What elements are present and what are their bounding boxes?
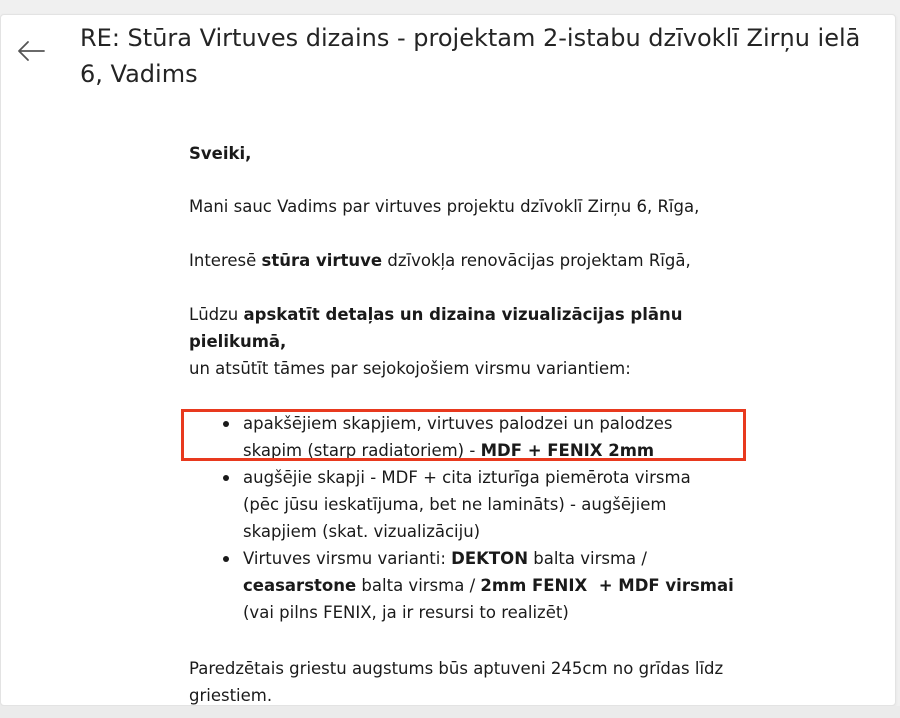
- list-item-continued: skapjiem (skat. vizualizāciju): [243, 522, 481, 541]
- closing-line-1: Paredzētais griestu augstums būs aptuveni 245cm no grīdas līdz: [189, 659, 724, 678]
- request-line-3: un atsūtīt tāmes par sejokojošiem virsmu variantiem:: [189, 359, 631, 378]
- greeting: Sveiki,: [189, 144, 252, 163]
- arrow-left-icon: [16, 40, 46, 62]
- list-item-continued: skapim (starp radiatoriem) - MDF + FENIX 2mm: [243, 441, 655, 460]
- intro-line: Mani sauc Vadims par virtuves projektu dzīvoklī Zirņu 6, Rīga,: [189, 197, 700, 216]
- list-item: augšējie skapji - MDF + cita izturīga piemērota virsma: [243, 464, 691, 491]
- back-button[interactable]: [14, 34, 48, 68]
- bullet-icon: [223, 475, 229, 481]
- list-item: Virtuves virsmu varianti: DEKTON balta virsma /: [243, 545, 647, 572]
- list-item-continued: (vai pilns FENIX, ja ir resursi to realizēt): [243, 603, 569, 622]
- list-item-continued: (pēc jūsu ieskatījuma, bet ne lamināts) - augšējiem: [243, 495, 667, 514]
- email-subject: RE: Stūra Virtuves dizains - projektam 2-istabu dzīvoklī Zirņu ielā 6, Vadims: [80, 24, 861, 88]
- bottom-strip: [0, 706, 900, 718]
- list-item: apakšējiem skapjiem, virtuves palodzei un palodzes: [243, 410, 672, 437]
- request-line-2: pielikumā,: [189, 332, 287, 351]
- bullet-icon: [223, 556, 229, 562]
- list-item-continued: ceasarstone balta virsma / 2mm FENIX + MDF virsmai: [243, 576, 734, 595]
- request-line-1: Lūdzu apskatīt detaļas un dizaina vizualizācijas plānu: [189, 305, 683, 324]
- closing-line-2: griestiem.: [189, 686, 273, 705]
- interest-line: Interesē stūra virtuve dzīvokļa renovācijas projektam Rīgā,: [189, 251, 691, 270]
- highlight-box: [181, 409, 746, 461]
